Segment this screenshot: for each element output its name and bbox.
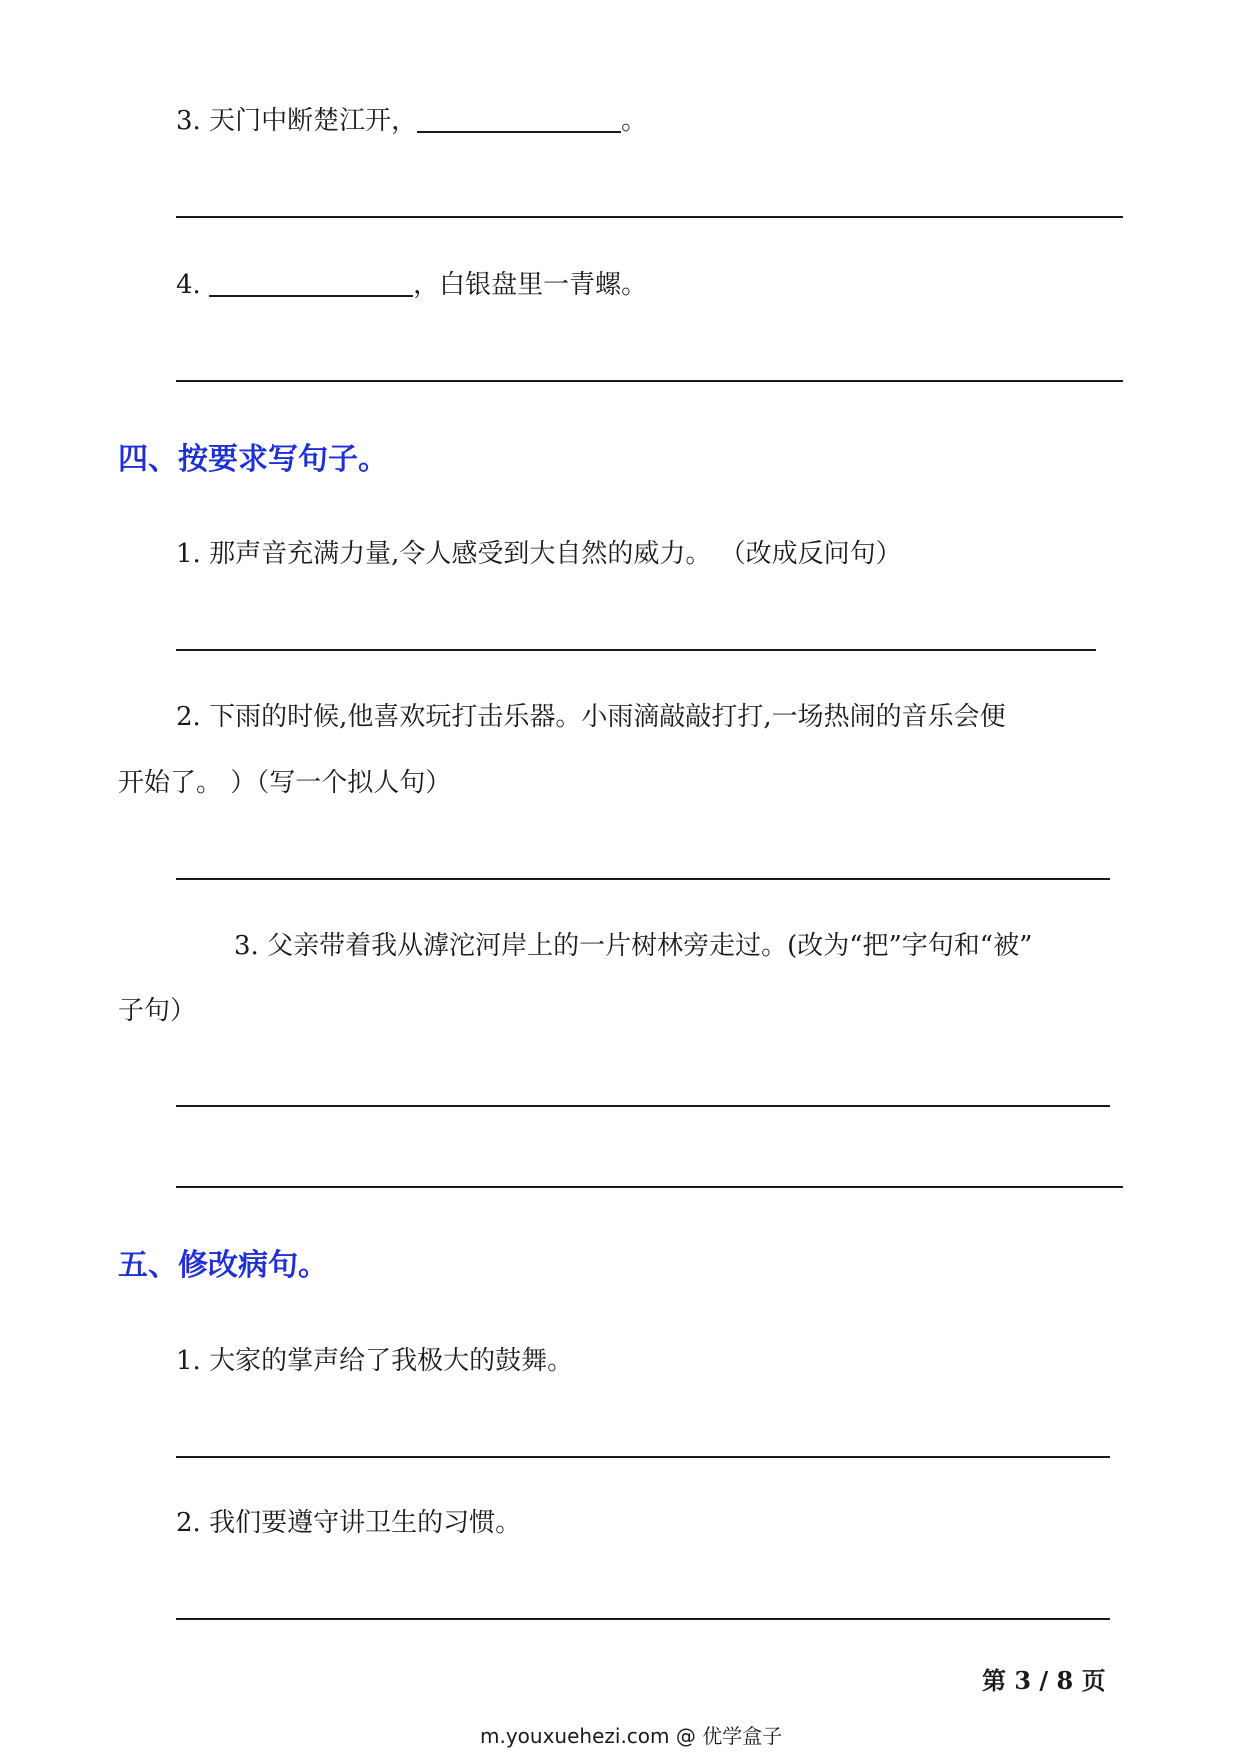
- answer-line[interactable]: [176, 1186, 1123, 1188]
- section-5-heading: 五、修改病句。: [118, 1248, 328, 1283]
- answer-line[interactable]: [176, 216, 1123, 218]
- question-4-3-line2: 子句）: [118, 996, 197, 1026]
- question-text: ，白银盘里一青螺。: [413, 270, 648, 300]
- question-number: 4.: [176, 270, 210, 300]
- question-text: 3. 天门中断楚江开，: [176, 106, 418, 136]
- question-4-1: 1. 那声音充满力量,令人感受到大自然的威力。 （改成反问句）: [176, 539, 902, 569]
- section-4-heading: 四、按要求写句子。: [118, 442, 388, 477]
- answer-line[interactable]: [176, 1618, 1110, 1620]
- question-4-3-line1: 3. 父亲带着我从滹沱河岸上的一片树林旁走过。(改为“把”字句和“被”: [234, 931, 1033, 961]
- question-4-2-line1: 2. 下雨的时候,他喜欢玩打击乐器。小雨滴敲敲打打,一场热闹的音乐会便: [176, 702, 1006, 732]
- question-4-2-line2: 开始了。 ）（写一个拟人句）: [118, 768, 452, 798]
- question-5-2: 2. 我们要遵守讲卫生的习惯。: [176, 1508, 522, 1538]
- fill-blank[interactable]: [417, 105, 621, 133]
- answer-line[interactable]: [176, 1456, 1110, 1458]
- question-text-end: 。: [621, 106, 648, 136]
- page-number: 第 3 / 8 页: [982, 1666, 1106, 1695]
- answer-line[interactable]: [176, 380, 1123, 382]
- site-footer: m.youxuehezi.com @ 优学盒子: [480, 1724, 783, 1748]
- question-3-3: [176, 104, 647, 138]
- question-5-1: 1. 大家的掌声给了我极大的鼓舞。: [176, 1346, 574, 1376]
- fill-blank[interactable]: [209, 269, 413, 297]
- answer-line[interactable]: [176, 878, 1110, 880]
- answer-line[interactable]: [176, 649, 1096, 651]
- question-3-4: [176, 268, 647, 302]
- answer-line[interactable]: [176, 1105, 1110, 1107]
